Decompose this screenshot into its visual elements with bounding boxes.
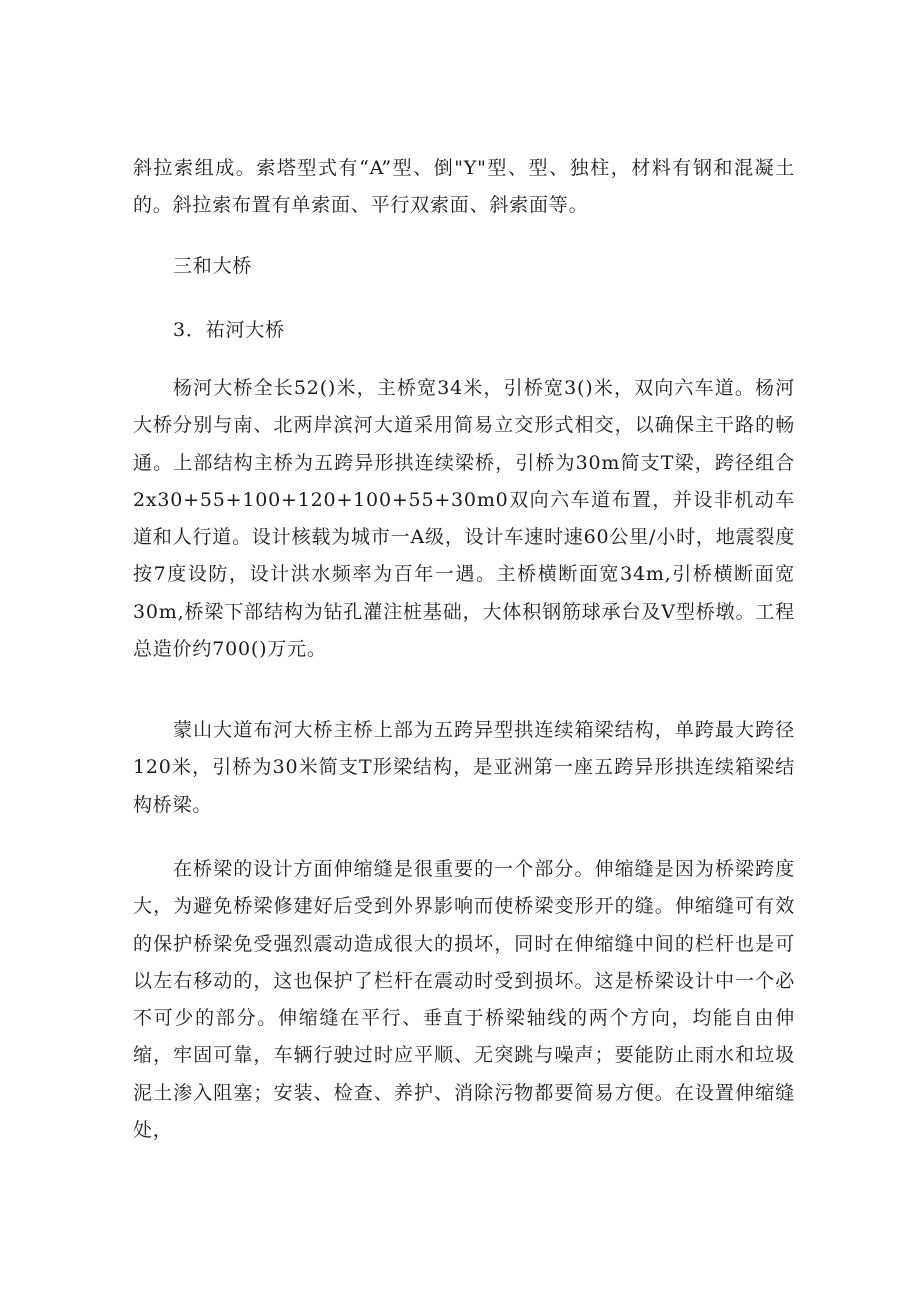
paragraph-intro: 斜拉索组成。索塔型式有“A”型、倒"Y"型、型、独柱，材料有钢和混凝土的。斜拉索布置有单索面、平行双索面、斜索面等。: [133, 157, 795, 217]
heading-sanhe-bridge: 三和大桥: [173, 255, 253, 277]
paragraph-mengshan-bridge: 蒙山大道布河大桥主桥上部为五跨异型拱连续箱梁结构，单跨最大跨径120米，引桥为30米简支T形梁结构，是亚洲第一座五跨异形拱连续箱梁结构桥梁。: [133, 719, 795, 816]
heading-youhe-bridge: 3．祐河大桥: [173, 319, 285, 341]
paragraph-yanghe-bridge: 杨河大桥全长52()米，主桥宽34米，引桥宽3()米，双向六车道。杨河大桥分别与南、北两岸滨河大道采用简易立交形式相交，以确保主干路的畅通。上部结构主桥为五跨异形拱连续梁桥，引桥为30m简支T梁，跨径组合2x30+55+100+120+100+55+30m0双向六车道布置，并设非机动车道和人行道。设计核载为城市一A级，设计车速时速60公里/小时，地震裂度按7度设防，设计洪水频率为百年一遇。主桥横断面宽34m,引桥横断面宽30m,桥梁下部结构为钻孔灌注桩基础，大体积钢筋球承台及V型桥墩。工程总造价约700()万元。: [133, 377, 795, 661]
paragraph-expansion-joint: 在桥梁的设计方面伸缩缝是很重要的一个部分。伸缩缝是因为桥梁跨度大，为避免桥梁修建好后受到外界影响而使桥梁变形开的缝。伸缩缝可有效的保护桥梁免受强烈震动造成很大的损坏，同时在伸缩缝中间的栏杆也是可以左右移动的，这也保护了栏杆在震动时受到损坏。这是桥梁设计中一个必不可少的部分。伸缩缝在平行、垂直于桥梁轴线的两个方向，均能自由伸缩，牢固可靠，车辆行驶过时应平顺、无突跳与噪声；要能防止雨水和垃圾泥土渗入阻塞；安装、检查、养护、消除污物都要简易方便。在设置伸缩缝处，: [133, 858, 795, 1142]
